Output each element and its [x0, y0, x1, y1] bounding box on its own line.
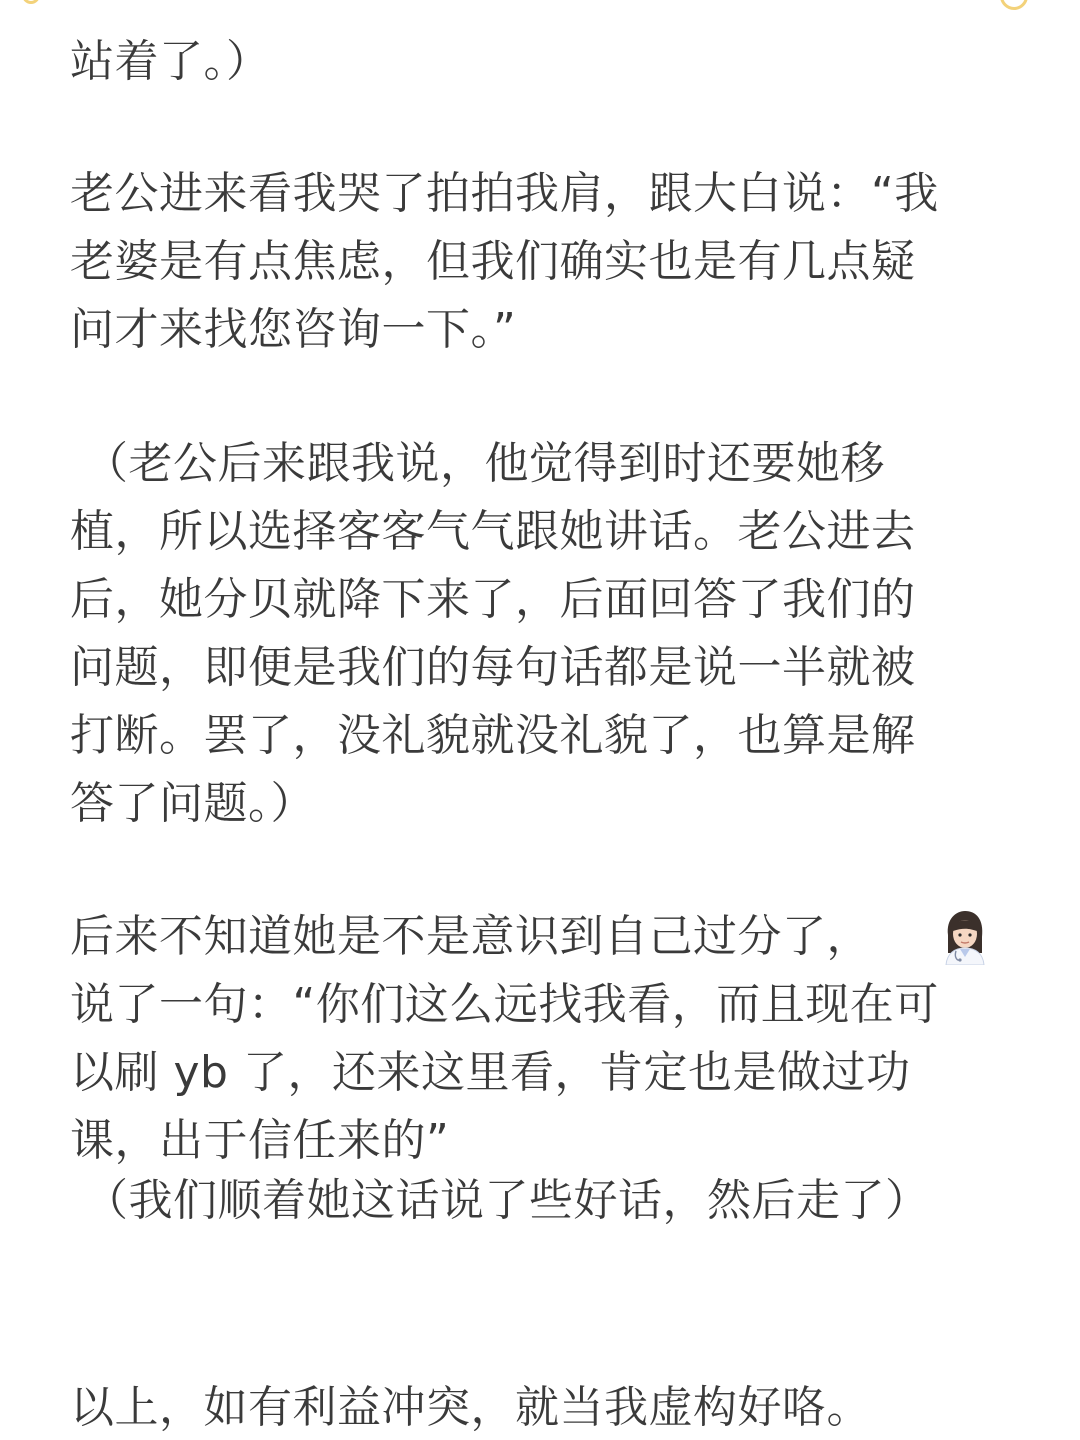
text-line: 以刷 yb 了，还来这里看，肯定也是做过功 [70, 1047, 911, 1098]
decorative-circle-icon [22, 0, 40, 4]
text-line: 后来不知道她是不是意识到自己过分了， [70, 911, 871, 962]
text-line: 问题，即便是我们的每句话都是说一半就被 [70, 642, 916, 693]
text-line: （老公后来跟我说，他觉得到时还要她移 [84, 438, 885, 489]
text-line: 站着了。） [70, 36, 271, 87]
text-line: 老婆是有点焦虑，但我们确实也是有几点疑 [70, 236, 916, 287]
text-line: 后，她分贝就降下来了，后面回答了我们的 [70, 574, 916, 625]
text-line: 老公进来看我哭了拍拍我肩，跟大白说：“我 [70, 168, 939, 219]
text-line: 植，所以选择客客气气跟她讲话。老公进去 [70, 506, 916, 557]
text-line: 课，出于信任来的” [70, 1115, 450, 1166]
text-line: 打断。罢了，没礼貌就没礼貌了，也算是解 [70, 710, 916, 761]
woman-health-worker-icon [940, 909, 990, 965]
text-line: 以上，如有利益冲突，就当我虚构好咯。 [70, 1382, 871, 1433]
text-line: 答了问题。） [70, 778, 315, 829]
text-line: 问才来找您咨询一下。” [70, 304, 517, 355]
text-line: 说了一句：“你们这么远找我看，而且现在可 [70, 979, 939, 1030]
emoji-face-icon [1000, 0, 1028, 10]
text-line: （我们顺着她这话说了些好话，然后走了） [84, 1175, 930, 1226]
